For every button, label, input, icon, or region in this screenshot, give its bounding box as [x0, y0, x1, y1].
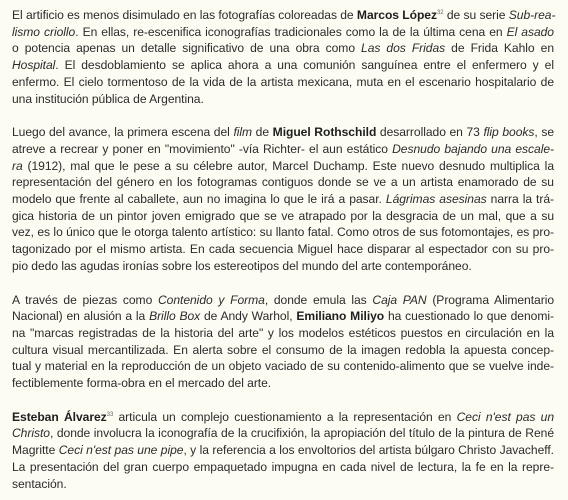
- text-run: sentación.: [12, 476, 67, 491]
- italic-title: Contenido y Forma: [157, 292, 265, 307]
- text-line: [12, 308, 554, 325]
- italic-title: Las dos Fridas: [361, 41, 446, 56]
- text-line: [12, 7, 554, 24]
- text-run: (Programa Alimentario: [426, 292, 555, 307]
- text-line: [12, 57, 554, 74]
- italic-title: film: [233, 125, 253, 140]
- text-run: o potencia apenas un detalle significativo de una obra como: [12, 41, 362, 56]
- text-run: articula un complejo cuestionamiento a la representación en: [113, 409, 457, 424]
- text-line: [12, 208, 554, 225]
- text-line: [12, 191, 554, 208]
- text-run: vez, es lo único que le otorga talento artístico: su llanto fatal. Como otros de sus fotomontajes, es pro-: [12, 225, 554, 240]
- text-run: tagonizado por el mismo artista. En cada secuencia Miguel hace disparar al espectador con su pro-: [12, 242, 554, 257]
- text-line: [12, 292, 554, 309]
- text-line: [12, 442, 554, 459]
- text-run: ha cuestionado lo que denomi-: [384, 309, 554, 324]
- text-run: na "marcas registradas de la historia del arte" y los modelos estéticos puestos en circulación en la: [12, 325, 554, 340]
- text-run: . El desdoblamiento se aplica ahora a una comunión sanguínea entre el enfermero y el: [55, 58, 554, 73]
- paragraph-emiliano-miliyo: [12, 292, 554, 392]
- text-line: [12, 224, 554, 241]
- text-run: , donde emula las: [264, 292, 373, 307]
- artist-name: Miguel Rothschild: [272, 125, 377, 140]
- text-line: [12, 158, 554, 175]
- italic-title: Christo: [12, 426, 50, 441]
- paragraph-marcos-lopez: [12, 7, 554, 107]
- text-run: modelo que frente al caballete, aun no imagina lo que le irá a pasar.: [12, 192, 386, 207]
- text-run: desarrollado en 73: [376, 125, 484, 140]
- text-line: [12, 24, 554, 41]
- text-line: [12, 325, 554, 342]
- text-run: . En ellas, re-escenifica iconografías tradicionales como la de la última cena en: [75, 24, 507, 39]
- artist-name: Emiliano Miliyo: [296, 309, 385, 324]
- text-run: de Andy Warhol,: [200, 309, 297, 324]
- italic-title: Lágrimas asesinas: [385, 192, 487, 207]
- text-line: [12, 342, 554, 359]
- text-line: [12, 459, 554, 476]
- text-run: (1912), mal que le pese a su célebre autor, Marcel Duchamp. Este nuevo desnudo multiplica la: [22, 158, 554, 173]
- artist-name: Esteban Álvarez: [12, 409, 107, 424]
- text-run: enfermo. El cielo tormentoso de la vida de la artista mexicana, muta en el escenario hospitalario de: [12, 74, 554, 89]
- text-line: [12, 91, 554, 108]
- text-line: [12, 258, 554, 275]
- italic-title: Hospital: [12, 58, 56, 73]
- italic-title: Ceci n'est pas un: [456, 409, 555, 424]
- text-run: narra la trá-: [486, 192, 554, 207]
- text-run: cultura visual mercantilizada. En alerta sobre el consumo de la imagen redobla la apuesta concep-: [12, 342, 554, 357]
- text-line: [12, 375, 554, 392]
- italic-title: Desnudo bajando una escale-: [392, 141, 554, 156]
- text-run: , y la referencia a los envoltorios del artista búlgaro Christo Javacheff.: [183, 443, 554, 458]
- italic-title: Sub-rea-: [508, 8, 556, 22]
- text-run: El artificio es menos disimulado en las fotografías coloreadas de: [12, 8, 357, 22]
- italic-title: Caja PAN: [372, 292, 427, 307]
- footnote-ref: 32: [436, 9, 444, 16]
- text-line: [12, 74, 554, 91]
- text-run: Luego del avance, la primera escena del: [12, 125, 234, 140]
- text-run: Magritte: [12, 443, 59, 458]
- text-run: La presentación del gran cuerpo empaquetado impugna en cada nivel de lectura, la fe en la repre-: [12, 459, 554, 474]
- italic-title: Ceci n'est pas une pipe: [58, 443, 184, 458]
- italic-title: El asado: [506, 24, 554, 39]
- text-run: de Frida Kahlo en: [445, 41, 554, 56]
- text-run: , se: [534, 125, 555, 140]
- text-run: fectiblemente forma-obra en el mercado del arte.: [12, 376, 272, 391]
- text-line: [12, 409, 554, 426]
- text-line: [12, 241, 554, 258]
- text-run: gica historia de un pintor joven emigrado que se ve atrapado por la desgracia de un mal, que a su: [12, 208, 554, 223]
- text-run: A través de piezas como: [12, 292, 158, 307]
- paragraph-esteban-alvarez: [12, 409, 554, 493]
- text-line: [12, 141, 554, 158]
- italic-title: ra: [12, 158, 23, 173]
- text-line: [12, 174, 554, 191]
- text-run: atreve a recrear y poner en "movimiento" -vía Richter- el aun estático: [12, 141, 393, 156]
- text-line: [12, 124, 554, 141]
- text-line: [12, 358, 554, 375]
- paragraph-miguel-rothschild: [12, 124, 554, 274]
- italic-title: lismo criollo: [12, 24, 76, 39]
- text-line: [12, 40, 554, 57]
- text-line: [12, 425, 554, 442]
- italic-title: flip books: [483, 125, 535, 140]
- text-run: representación del género en los fotogramas contiguos donde se ve a un artista enamorado de su: [12, 175, 554, 190]
- text-run: una institución pública de Argentina.: [12, 91, 204, 106]
- text-run: , donde involucra la iconografía de la crucifixión, la apropiación del título de la pintura de René: [49, 426, 554, 441]
- text-run: de: [252, 125, 273, 140]
- text-run: tual y material en la reproducción de un objeto vaciado de su contenido-alimento que se vuelve inde-: [12, 359, 554, 374]
- text-line: [12, 476, 554, 493]
- text-run: de su serie: [443, 8, 509, 22]
- text-run: Nacional) en alusión a la: [12, 309, 150, 324]
- italic-title: Brillo Box: [149, 309, 201, 324]
- footnote-ref: 33: [106, 411, 114, 418]
- artist-name: Marcos López: [356, 8, 437, 22]
- text-run: pio dedo las agudas ironías sobre los estereotipos del mundo del arte contemporáneo.: [12, 258, 472, 273]
